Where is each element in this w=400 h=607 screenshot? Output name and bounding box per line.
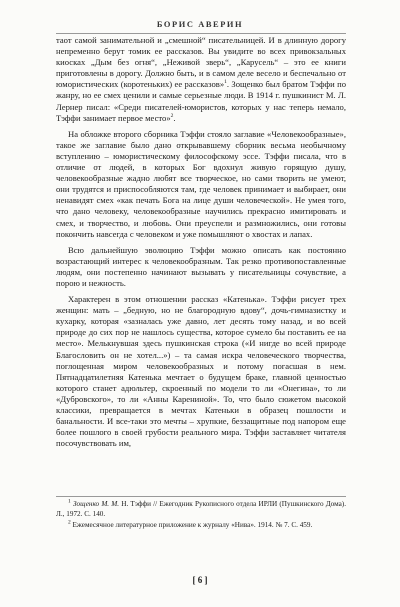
header-rule bbox=[56, 33, 346, 34]
running-header: БОРИС АВЕРИН bbox=[156, 20, 244, 29]
footnote-2-number: 2 bbox=[68, 519, 71, 526]
footnote-2 bbox=[56, 521, 346, 531]
footnote-ref-2: 2 bbox=[170, 112, 174, 119]
footnote-1-text: Н. Тэффи // Ежегодник Рукописного отдела ИРЛИ (Пушкинского Дома). Л., 1972. С. 140. bbox=[56, 500, 346, 518]
footnote-1 bbox=[56, 500, 346, 519]
main-text bbox=[56, 35, 346, 449]
paragraph-1-text: таот самой занимательной и „смешной“ писательницей. И в длинную дорогу непременно берут томик ее рассказов. Вы увидите во всех привокзальных киосках „Дым без огня“, „Неживой зверь“, „Карусель“ – это ее книги приготовлены в дорогу. Должно быть, и в самом деле весело и беспечально от юмористических (коротеньких) ее рассказов» bbox=[56, 35, 346, 90]
paragraph-1-end: . bbox=[173, 112, 176, 123]
paragraph-3: Всю дальнейшую эволюцию Тэффи можно описать как постоянно возрастающий интерес к человекообразным. Так резко противопоставленные людям, они постепенно начинают вызывать у писательницы сочувствие, а порою и нежность. bbox=[56, 244, 346, 288]
footnote-rule bbox=[56, 496, 346, 497]
paragraph-4: Характерен в этом отношении рассказ «Катенька». Тэффи рисует трех женщин: мать – „бедную, но не благородную вдову“, дочь-гимназистку и кухарку, которая «зазналась уже давно, лет десять тому назад, и во всей природе до сих пор не нашлось существа, которое сумело бы поставить ее на место». Мелькнувшая здесь пушкинская строка («И нигде во всей природе Благословить он не хотел...») – та самая искра человеческого творчества, поглощенная миром человекообразных и потому погасшая в нем. Пятнадцатилетняя Катенька мечтает о будущем браке, главной ценностью которого станет адюльтер, скроенный по модели то ли «Онегина», то ли «Дубровского», то ли «Анны Карениной». То, что было сюжетом высокой классики, превращается в мечтах Катеньки в образец пошлости и банальности. И все-таки это мечты – хрупкие, беззащитные под напором еще более пошлого в своей грубости реального мира. Тэффи заставляет читателя посочувствовать им, bbox=[56, 294, 346, 449]
paragraph-1 bbox=[56, 35, 346, 124]
footnote-ref-1: 1 bbox=[224, 79, 227, 86]
footnote-1-author: Зощенко М. М. bbox=[72, 500, 120, 508]
footnotes bbox=[56, 500, 346, 533]
page-number: [ 6 ] bbox=[192, 575, 208, 585]
paragraph-1-tail: . Зощенко был братом Тэффи по жанру, но ее смех ценили и самые серьезные люди. В 1914 г. пушкинист М. Л. Лернер писал: «Среди писателей-юмористов, которых у нас теперь немало, Тэффи занимает первое место» bbox=[56, 79, 346, 123]
paragraph-2: На обложке второго сборника Тэффи стояло заглавие «Человекообразные», такое же заглавие было дано открывавшему сборник весьма необычному вступлению – юмористическому философскому эссе. Тэффи писала, что в отличие от людей, в которых Бог вдохнул живую горящую душу, человекообразные жадно любят все творческое, но сами творить не умеют, они трудятся и приспособляются там, где человек принимает и выбирает, они ненавидят смех «как печать Бога на лице души человеческой». Не умея того, что дано человеку, человекообразные научились прекрасно имитировать и смех, и творчество, и любовь. Они преуспели и размножились, они готовы покончить навсегда с человеком и уже помышляют о хвостах и лапах. bbox=[56, 128, 346, 239]
footnote-2-text: Ежемесячное литературное приложение к журналу «Нива». 1914. № 7. С. 459. bbox=[72, 521, 313, 530]
footnote-1-number: 1 bbox=[68, 498, 71, 505]
